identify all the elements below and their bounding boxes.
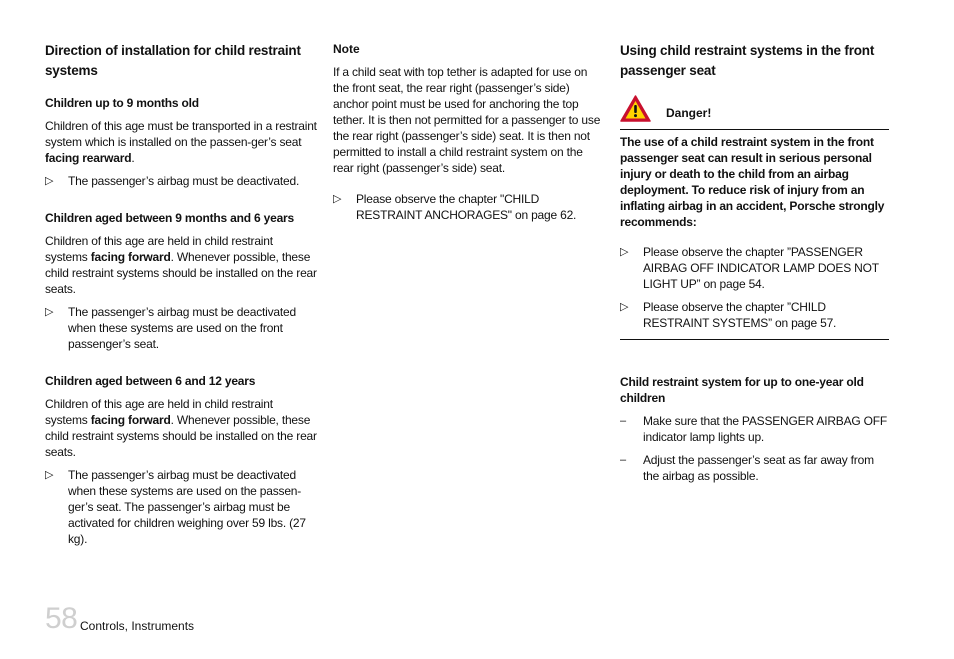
section-name: Controls, Instruments — [80, 619, 195, 633]
dash-bullet: – — [620, 454, 626, 466]
list-item: ▷ Please observe the chapter ”PASSENGER AIRBAG OFF INDICATOR LAMP DOES NOT LIGHT UP” on page 54. — [620, 245, 879, 291]
triangle-bullet-icon: ▷ — [45, 175, 54, 187]
subheading-one-year-old-children: Child restraint system for up to one-year old children — [620, 375, 864, 405]
danger-text: The use of a child restraint system in the front passenger seat can result in serious personal injury or death to the child from an airbag deployment. To reduce risk of injury from an inflating airbag in an accident, Porsche strongly recommends: — [620, 135, 885, 229]
emphasis-facing-rearward: facing rearward — [45, 151, 132, 165]
note-title: Note — [333, 42, 360, 56]
emphasis-facing-forward: facing forward — [90, 413, 171, 427]
note-text: If a child seat with top tether is adapted for use on the front seat, the rear right (passenger’s side) anchor point must be used for anchoring the top tether. It is then not permitted for a passenger to use the rear right (passenger’s side) seat. It is then not permitted to install a child restraint system on the rear right (passenger’s side) seat. — [333, 65, 601, 175]
list-item: ▷ Please observe the chapter "CHILD RESTRAINT ANCHORAGES" on page 62. — [333, 192, 577, 222]
list-item: ▷ The passenger’s airbag must be deactivated. — [45, 174, 300, 188]
danger-label: Danger! — [666, 106, 712, 120]
list-item: – Adjust the passenger’s seat as far away from the airbag as possible. — [620, 453, 874, 483]
danger-header — [620, 95, 889, 130]
section-title-installation-direction: Direction of installation for child restraint systems — [45, 43, 301, 78]
triangle-bullet-icon: ▷ — [620, 301, 629, 313]
subheading-9-months-to-6-years: Children aged between 9 months and 6 years — [45, 211, 295, 225]
list-item: – Make sure that the PASSENGER AIRBAG OFF indicator lamp lights up. — [620, 414, 888, 444]
danger-bottom-rule — [620, 339, 889, 340]
emphasis-facing-forward: facing forward — [90, 250, 171, 264]
page-number: 58 — [45, 602, 78, 635]
section-title-front-passenger-seat: Using child restraint systems in the front passenger seat — [620, 43, 875, 78]
danger-warning-box — [620, 95, 889, 340]
column-middle — [333, 41, 601, 230]
triangle-bullet-icon: ▷ — [45, 469, 54, 481]
list-item: ▷ The passenger’s airbag must be deactivated when these systems are used on the passen-ger’s seat. The passenger’s airbag must be activated for children weighing over 59 lbs. (27 kg). — [45, 468, 306, 546]
paragraph-9-months-to-6-years: Children of this age are held in child restraint systems facing forward. Whenever possible, these child restraint systems should be installed on the rear seats. — [45, 234, 317, 296]
list-item: ▷ The passenger’s airbag must be deactivated when these systems are used on the front passenger’s seat. — [45, 305, 296, 351]
paragraph-up-to-9-months: Children of this age must be transported in a restraint system which is installed on the passen-ger’s seat facing rearward. — [45, 119, 317, 165]
paragraph-6-to-12-years: Children of this age are held in child restraint systems facing forward. Whenever possible, these child restraint systems should be installed on the rear seats. — [45, 397, 317, 459]
triangle-bullet-icon: ▷ — [45, 306, 54, 318]
dash-bullet: – — [620, 415, 626, 427]
warning-triangle-icon — [620, 95, 651, 122]
subheading-up-to-9-months: Children up to 9 months old — [45, 96, 199, 110]
subheading-6-to-12-years: Children aged between 6 and 12 years — [45, 374, 256, 388]
column-left — [45, 41, 317, 554]
column-right — [620, 41, 889, 491]
triangle-bullet-icon: ▷ — [333, 193, 342, 205]
list-item: ▷ Please observe the chapter ”CHILD RESTRAINT SYSTEMS” on page 57. — [620, 300, 837, 330]
triangle-bullet-icon: ▷ — [620, 246, 629, 258]
